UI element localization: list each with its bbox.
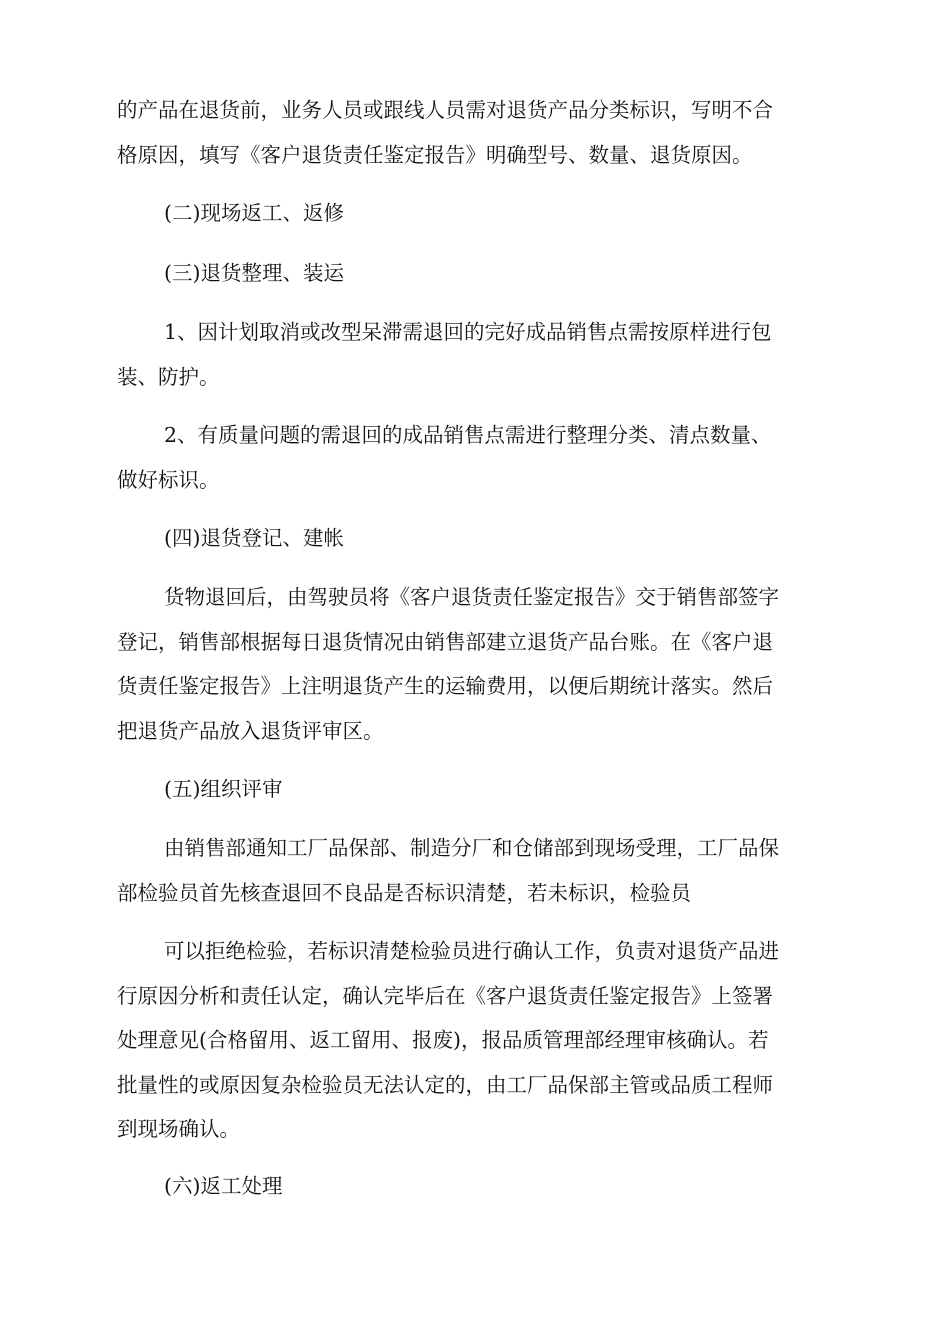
text-line: 货责任鉴定报告》上注明退货产生的运输费用，以便后期统计落实。然后	[117, 674, 773, 698]
text-line: 登记，销售部根据每日退货情况由销售部建立退货产品台账。在《客户退	[117, 629, 773, 654]
paragraph-review-organization	[117, 826, 833, 915]
text-line: 做好标识。	[117, 467, 220, 492]
text-line: 批量性的或原因复杂检验员无法认定的，由工厂品保部主管或品质工程师	[117, 1072, 773, 1097]
text-line: 装、防护。	[117, 364, 220, 389]
text-line: 部检验员首先核查退回不良品是否标识清楚，若未标识，检验员	[117, 880, 691, 905]
text-line: 把退货产品放入退货评审区。	[117, 718, 384, 743]
paragraph-return-labeling	[117, 88, 833, 177]
text-line: 货物退回后，由驾驶员将《客户退货责任鉴定报告》交于销售部签字	[164, 585, 779, 609]
text-line: 处理意见(合格留用、返工留用、报废)，报品质管理部经理审核确认。若	[117, 1028, 769, 1052]
text-line: 1、因计划取消或改型呆滞需退回的完好成品销售点需按原样进行包	[164, 320, 772, 344]
section-heading-3: (三)退货整理、装运	[164, 261, 344, 285]
section-heading-2: (二)现场返工、返修	[164, 201, 344, 225]
paragraph-return-registration	[117, 575, 833, 753]
paragraph-item-1	[117, 310, 833, 399]
text-line: 的产品在退货前，业务人员或跟线人员需对退货产品分类标识，写明不合	[117, 98, 773, 122]
text-line: 格原因，填写《客户退货责任鉴定报告》明确型号、数量、退货原因。	[117, 142, 753, 167]
text-line: 由销售部通知工厂品保部、制造分厂和仓储部到现场受理，工厂品保	[164, 836, 779, 860]
text-line: 到现场确认。	[117, 1117, 240, 1141]
paragraph-item-2	[117, 413, 833, 502]
text-line: 行原因分析和责任认定，确认完毕后在《客户退货责任鉴定报告》上签署	[117, 983, 773, 1008]
section-heading-5: (五)组织评审	[164, 777, 283, 801]
text-line: 可以拒绝检验，若标识清楚检验员进行确认工作，负责对退货产品进	[164, 939, 779, 963]
section-heading-6: (六)返工处理	[164, 1174, 283, 1198]
section-heading-4: (四)退货登记、建帐	[164, 526, 344, 550]
paragraph-inspection-confirmation	[117, 929, 833, 1152]
text-line: 2、有质量问题的需退回的成品销售点需进行整理分类、清点数量、	[164, 423, 772, 447]
